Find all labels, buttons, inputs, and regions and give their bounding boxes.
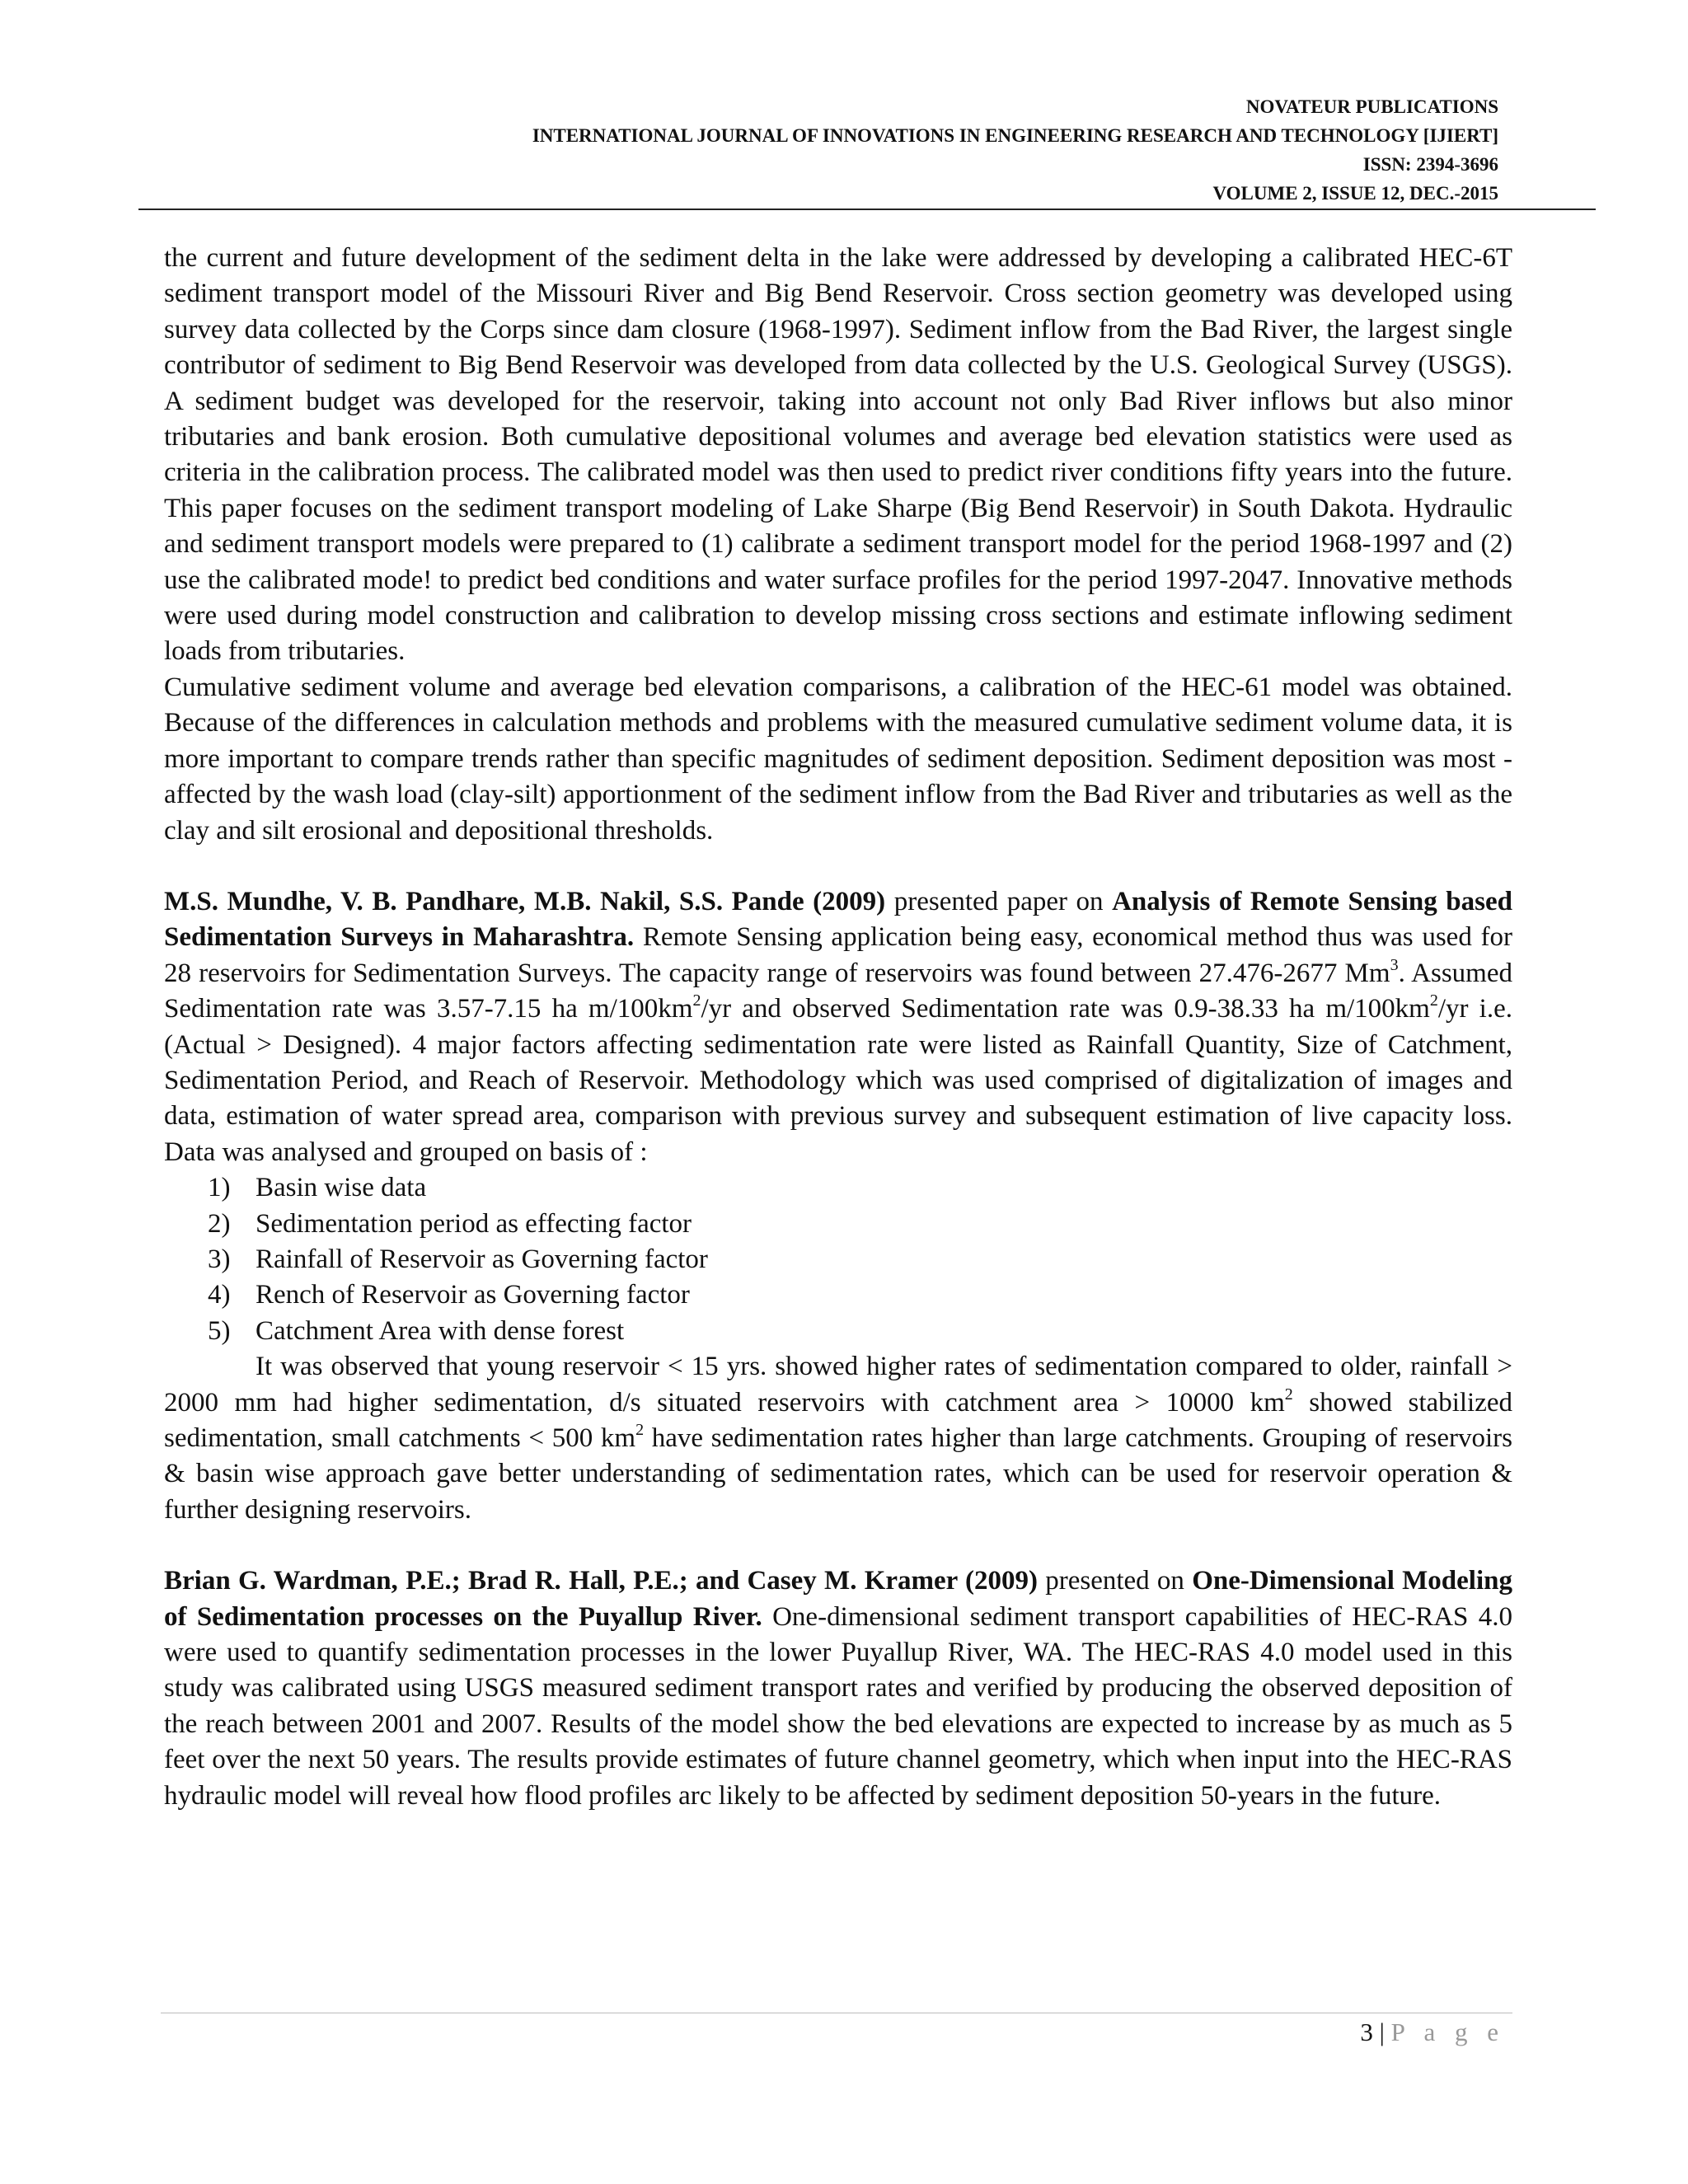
volume-issue: VOLUME 2, ISSUE 12, DEC.-2015 (1212, 183, 1498, 204)
paragraph: the current and future development of the sediment delta in the lake were addressed by developing a calibrated HEC-6T sediment transport model of the Missouri River and Big Bend Reservoir. Cross section geometry was developed using survey data collected by the Corps since dam closure (1968-1997). Sediment inflow from the Bad River, the largest single contributor of sediment to Big Bend Reservoir was developed from data collected by the U.S. Geological Survey (USGS). A sediment budget was developed for the reservoir, taking into account not only Bad River inflows but also minor tributaries and bank erosion. Both cumulative depositional volumes and average bed elevation statistics were used as criteria in the calibration process. The calibrated model was then used to predict river conditions fifty years into the future. This paper focuses on the sediment transport modeling of Lake Sharpe (Big Bend Reservoir) in South Dakota. Hydraulic and sediment transport models were prepared to (1) calibrate a sediment transport model for the period 1968-1997 and (2) use the calibrated mode! to predict bed conditions and water surface profiles for the period 1997-2047. Innovative methods were used during model construction and calibration to develop missing cross sections and estimate inflowing sediment loads from tributaries. (164, 243, 1512, 667)
paper-body (164, 241, 1512, 1814)
list-item: 5) Catchment Area with dense forest (208, 1315, 625, 1346)
list-item: 1) Basin wise data (208, 1173, 427, 1203)
issn: ISSN: 2394-3696 (1362, 154, 1498, 175)
journal-title: INTERNATIONAL JOURNAL OF INNOVATIONS IN ENGINEERING RESEARCH AND TECHNOLOGY [IJIERT] (532, 125, 1498, 146)
list-item: 2) Sedimentation period as effecting factor (208, 1208, 692, 1239)
list-item: 3) Rainfall of Reservoir as Governing factor (208, 1244, 708, 1274)
journal-header (532, 92, 1498, 208)
grouping-list (164, 1170, 1512, 1349)
review-wardman: Brian G. Wardman, P.E.; Brad R. Hall, P.E.; and Casey M. Kramer (2009) presented on One-Dimensional Modeling of Sedimentation processes on the Puyallup River. One-dimensional sediment transport capabilities of HEC-RAS 4.0 were used to quantify sedimentation processes in the lower Puyallup River, WA. The HEC-RAS 4.0 model used in this study was calibrated using USGS measured sediment transport rates and verified by producing the observed deposition of the reach between 2001 and 2007. Results of the model show the bed elevations are expected to increase by as much as 5 feet over the next 50 years. The results provide estimates of future channel geometry, which when input into the HEC-RAS hydraulic model will reveal how flood profiles arc likely to be affected by sediment deposition 50-years in the future. (164, 1566, 1512, 1811)
page-footer: 3 | P a g e (1360, 2018, 1505, 2046)
authors: Brian G. Wardman, P.E.; Brad R. Hall, P.E.; and Casey M. Kramer (2009) (164, 1566, 1038, 1596)
paragraph: It was observed that young reservoir < 15 yrs. showed higher rates of sedimentation compared to older, rainfall > 2000 mm had higher sedimentation, d/s situated reservoirs with catchment area > 10000 $km^2$ showed stabilized sedimentation, small catchments < 500 $km^2$ have sedimentation rates higher than large catchments. Grouping of reservoirs & basin wise approach gave better understanding of sedimentation rates, which can be used for reservoir operation & further designing reservoirs. (164, 1352, 1513, 1525)
review-mundhe: M.S. Mundhe, V. B. Pandhare, M.B. Nakil, S.S. Pande (2009) presented paper on Analysis of Remote Sensing based Sedimentation Surveys in Maharashtra. Remote Sensing application being easy, economical method thus was used for 28 reservoirs for Sedimentation Surveys. The capacity range of reservoirs was found between 27.476-2677 Mm$^3$. Assumed Sedimentation rate was 3.57-7.15 ha $m/100km^2/yr$ and observed Sedimentation rate was 0.9-38.33 ha $m/100km^2/yr$ i.e. (Actual > Designed). 4 major factors affecting sedimentation rate were listed as Rainfall Quantity, Size of Catchment, Sedimentation Period, and Reach of Reservoir. Methodology which was used comprised of digitalization of images and data, estimation of water spread area, comparison with previous survey and subsequent estimation of live capacity loss. Data was analysed and grouped on basis of : (164, 886, 1513, 1167)
paragraph: Cumulative sediment volume and average bed elevation comparisons, a calibration of the HEC-61 model was obtained. Because of the differences in calculation methods and problems with the measured cumulative sediment volume data, it is more important to compare trends rather than specific magnitudes of sediment deposition. Sediment deposition was most -affected by the wash load (clay-silt) apportionment of the sediment inflow from the Bad River and tributaries as well as the clay and silt erosional and depositional thresholds. (164, 672, 1512, 846)
publisher-name: NOVATEUR PUBLICATIONS (1245, 96, 1498, 117)
paper-title: Analysis of Remote Sensing based Sedimentation Surveys in Maharashtra. (164, 886, 1512, 953)
header-divider (138, 209, 1596, 210)
authors: M.S. Mundhe, V. B. Pandhare, M.B. Nakil, S.S. Pande (2009) (164, 886, 886, 916)
page-number: 3 (1360, 2018, 1373, 2046)
page-label: P a g e (1390, 2018, 1505, 2046)
paper-title: One-Dimensional Modeling of Sedimentation processes on the Puyallup River. (164, 1566, 1512, 1632)
list-item: 4) Rench of Reservoir as Governing factor (208, 1280, 690, 1310)
